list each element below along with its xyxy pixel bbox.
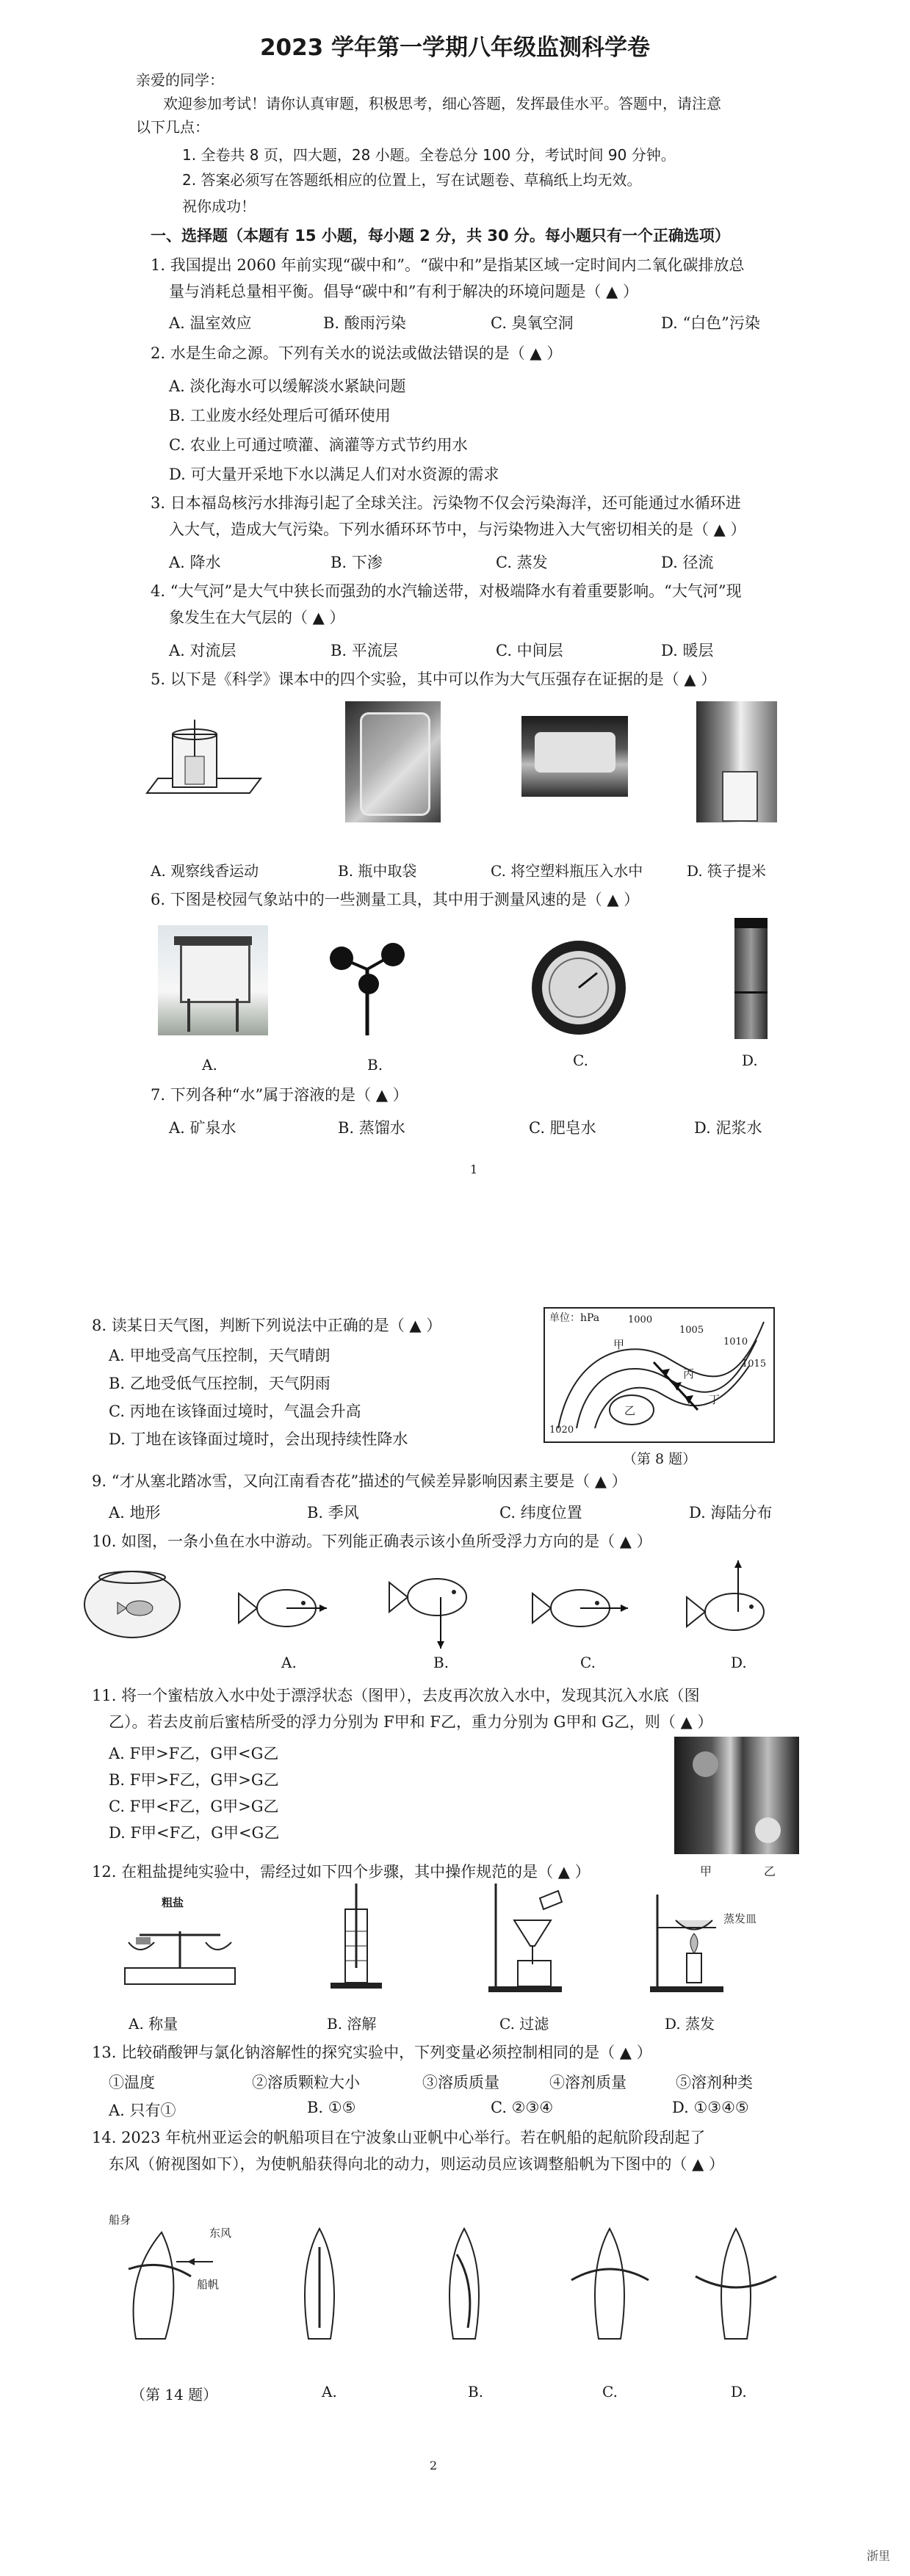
page-gap — [0, 1208, 910, 1248]
q14-label-hull: 船身 — [109, 2213, 131, 2226]
q8-isobar-1010: 1010 — [723, 1336, 748, 1347]
q10-fish-c — [529, 1568, 632, 1649]
q10-option-c[interactable]: C. — [580, 1654, 596, 1671]
q6-figure-barometer — [527, 936, 630, 1039]
q11-label-jia: 甲 — [700, 1864, 712, 1878]
q10-option-d[interactable]: D. — [731, 1654, 747, 1671]
q4-line-2: 象发生在大气层的（ ▲ ） — [169, 609, 345, 626]
q3-option-c[interactable]: C. 蒸发 — [496, 554, 548, 571]
q6-option-d[interactable]: D. — [742, 1052, 758, 1069]
exam-page-1 — [0, 0, 910, 1208]
q14-label-sail: 船帆 — [197, 2278, 220, 2291]
note-2: 2. 答案必须写在答题纸相应的位置上，写在试题卷、草稿纸上均无效。 — [182, 171, 642, 189]
q7-option-c[interactable]: C. 肥皂水 — [529, 1119, 596, 1137]
q6-photo-rain-gauge — [734, 918, 768, 1039]
q1-option-c[interactable]: C. 臭氧空洞 — [491, 314, 574, 332]
q11-line-1: 11. 将一个蜜桔放入水中处于漂浮状态（图甲），去皮再次放入水中，发现其沉入水底（图 — [92, 1687, 700, 1704]
q13-line-1: 13. 比较硝酸钾与氯化钠溶解性的探究实验中，下列变量必须控制相同的是（ ▲ ） — [92, 2044, 652, 2061]
q5-option-c[interactable]: C. 将空塑料瓶压入水中 — [491, 862, 643, 880]
exam-title: 2023 学年第一学期八年级监测科学卷 — [259, 35, 651, 61]
q4-option-c[interactable]: C. 中间层 — [496, 642, 563, 659]
q10-stem: 10. 如图，一条小鱼在水中游动。下列能正确表示该小鱼所受浮力方向的是（ ▲ ） — [92, 1533, 652, 1550]
q2-stem: 2. 水是生命之源。下列有关水的说法或做法错误的是（ ▲ ） — [151, 344, 563, 362]
page-number-1: 1 — [470, 1162, 478, 1176]
q1-option-d[interactable]: D. “白色”污染 — [661, 314, 760, 332]
q5-figure-incense — [140, 705, 264, 815]
q5-photo-bottle-bag — [345, 701, 441, 822]
q11-photo-tangerines — [674, 1737, 799, 1854]
q8-option-d[interactable]: D. 丁地在该锋面过境时，会出现持续性降水 — [109, 1430, 408, 1448]
q8-isobar-1015: 1015 — [742, 1358, 767, 1370]
q14-sail-b — [435, 2225, 494, 2342]
q8-isobar-1020: 1020 — [549, 1425, 574, 1436]
q13-factor-4: ④溶剂质量 — [549, 2074, 626, 2091]
watermark: 浙里 — [867, 2549, 891, 2563]
q9-option-a[interactable]: A. 地形 — [109, 1504, 161, 1522]
q14-option-c[interactable]: C. — [602, 2383, 618, 2400]
q2-option-a[interactable]: A. 淡化海水可以缓解淡水紧缺问题 — [169, 377, 406, 395]
note-1: 1. 全卷共 8 页，四大题，28 小题。全卷总分 100 分，考试时间 90 分钟。 — [182, 146, 676, 164]
q4-line-1: 4. “大气河”是大气中狭长而强劲的水汽输送带，对极端降水有着重要影响。“大气河”现 — [151, 582, 742, 600]
q14-option-d[interactable]: D. — [731, 2383, 747, 2400]
q6-option-c[interactable]: C. — [573, 1052, 588, 1069]
q14-label-wind: 东风 — [209, 2226, 232, 2240]
q8-place-bing: 丙 — [683, 1367, 695, 1381]
q3-option-a[interactable]: A. 降水 — [169, 554, 221, 571]
q8-place-yi: 乙 — [624, 1404, 636, 1417]
section-1-heading: 一、选择题（本题有 15 小题，每小题 2 分，共 30 分。每小题只有一个正确选项） — [151, 227, 730, 245]
q5-option-b[interactable]: B. 瓶中取袋 — [338, 862, 417, 880]
q9-option-b[interactable]: B. 季风 — [307, 1504, 359, 1522]
exam-page-2 — [0, 1248, 910, 2576]
q13-option-b[interactable]: B. ①⑤ — [307, 2099, 356, 2116]
q4-option-b[interactable]: B. 平流层 — [331, 642, 398, 659]
q3-line-1: 3. 日本福岛核污水排海引起了全球关注。污染物不仅会污染海洋，还可能通过水循环进 — [151, 494, 741, 512]
q8-place-jia: 甲 — [613, 1338, 625, 1351]
q10-option-b[interactable]: B. — [433, 1654, 449, 1671]
q8-option-a[interactable]: A. 甲地受高气压控制，天气晴朗 — [109, 1347, 331, 1364]
q8-place-ding: 丁 — [709, 1393, 721, 1406]
q8-option-c[interactable]: C. 丙地在该锋面过境时，气温会升高 — [109, 1403, 361, 1420]
q9-option-d[interactable]: D. 海陆分布 — [689, 1504, 773, 1522]
q10-fish-a — [231, 1568, 334, 1656]
q6-option-b[interactable]: B. — [367, 1056, 383, 1074]
q8-map-caption: （第 8 题） — [623, 1451, 697, 1467]
q14-line-2: 东风（俯视图如下），为使帆船获得向北的动力，则运动员应该调整船帆为下图中的（ ▲ ） — [109, 2155, 724, 2173]
q10-fish-d — [683, 1557, 786, 1652]
page-number-2: 2 — [430, 2459, 438, 2472]
q14-sail-c — [568, 2225, 652, 2342]
q8-map-unit: 单位：hPa — [549, 1312, 600, 1324]
q11-option-a[interactable]: A. F甲>F乙，G甲<G乙 — [109, 1745, 279, 1762]
q6-option-a[interactable]: A. — [202, 1056, 217, 1074]
q6-stem: 6. 下图是校园气象站中的一些测量工具，其中用于测量风速的是（ ▲ ） — [151, 891, 640, 908]
q1-line-1: 1. 我国提出 2060 年前实现“碳中和”。“碳中和”是指某区域一定时间内二氧化碳排放总 — [151, 256, 745, 274]
q13-option-a[interactable]: A. 只有① — [109, 2102, 176, 2119]
q1-option-a[interactable]: A. 温室效应 — [169, 314, 252, 332]
q2-option-d[interactable]: D. 可大量开采地下水以满足人们对水资源的需求 — [169, 466, 499, 483]
q14-sail-a — [290, 2225, 349, 2342]
q7-stem: 7. 下列各种“水”属于溶液的是（ ▲ ） — [151, 1086, 408, 1104]
q13-option-c[interactable]: C. ②③④ — [491, 2099, 554, 2116]
q8-isobar-1005: 1005 — [679, 1325, 704, 1336]
q13-factor-1: ①温度 — [109, 2074, 155, 2091]
q10-figure-fishbowl — [81, 1564, 184, 1641]
q11-option-c[interactable]: C. F甲<F乙，G甲>G乙 — [109, 1798, 279, 1815]
intro-line-1: 欢迎参加考试！请你认真审题，积极思考，细心答题，发挥最佳水平。答题中，请注意 — [163, 95, 721, 112]
q11-line-2: 乙）。若去皮前后蜜桔所受的浮力分别为 F甲和 F乙，重力分别为 G甲和 G乙，则（ ▲ ） — [109, 1713, 713, 1731]
q13-factor-3: ③溶质质量 — [422, 2074, 499, 2091]
q3-line-2: 入大气，造成大气污染。下列水循环环节中，与污染物进入大气密切相关的是（ ▲ ） — [169, 521, 746, 538]
q8-option-b[interactable]: B. 乙地受低气压控制，天气阴雨 — [109, 1375, 331, 1392]
q12-figure-balance — [118, 1909, 242, 1990]
q4-option-a[interactable]: A. 对流层 — [169, 642, 236, 659]
note-3: 祝你成功！ — [182, 198, 256, 215]
q7-option-b[interactable]: B. 蒸馏水 — [338, 1119, 405, 1137]
q4-option-d[interactable]: D. 暖层 — [661, 642, 714, 659]
q9-option-c[interactable]: C. 纬度位置 — [499, 1504, 582, 1522]
q2-option-c[interactable]: C. 农业上可通过喷灌、滴灌等方式节约用水 — [169, 436, 468, 454]
q8-stem: 8. 读某日天气图，判断下列说法中正确的是（ ▲ ） — [92, 1317, 442, 1334]
q13-option-d[interactable]: D. ①③④⑤ — [672, 2099, 749, 2116]
q12-option-c[interactable]: C. 过滤 — [499, 2015, 549, 2033]
q14-option-a[interactable]: A. — [322, 2383, 337, 2400]
q12-option-b[interactable]: B. 溶解 — [327, 2015, 377, 2033]
q8-weather-map — [544, 1307, 775, 1443]
q12-figure-evaporate — [646, 1891, 727, 1994]
q10-fish-b — [382, 1560, 485, 1652]
q3-option-d[interactable]: D. 径流 — [661, 554, 714, 571]
q9-stem: 9. “才从塞北踏冰雪，又向江南看杏花”描述的气候差异影响因素主要是（ ▲ ） — [92, 1472, 627, 1490]
q6-figure-anemometer — [323, 929, 411, 1039]
q14-sail-d — [692, 2225, 780, 2342]
q12-option-d[interactable]: D. 蒸发 — [665, 2015, 715, 2033]
q12-label-salt: 粗盐 — [162, 1896, 184, 1909]
q11-option-d[interactable]: D. F甲<F乙，G甲<G乙 — [109, 1824, 280, 1842]
q12-label-dish: 蒸发皿 — [723, 1912, 757, 1925]
q14-figure-boat-wind — [110, 2218, 264, 2346]
q7-option-a[interactable]: A. 矿泉水 — [169, 1119, 236, 1137]
q5-stem: 5. 以下是《科学》课本中的四个实验，其中可以作为大气压强存在证据的是（ ▲ ） — [151, 670, 717, 688]
q10-option-a[interactable]: A. — [281, 1654, 297, 1671]
greeting: 亲爱的同学： — [136, 71, 224, 89]
q12-option-a[interactable]: A. 称量 — [129, 2015, 178, 2033]
q14-option-b[interactable]: B. — [468, 2383, 484, 2400]
q5-option-a[interactable]: A. 观察线香运动 — [151, 862, 259, 880]
q3-option-b[interactable]: B. 下渗 — [331, 554, 383, 571]
intro-line-2: 以下几点： — [136, 118, 209, 136]
q5-photo-chopsticks-rice — [696, 701, 777, 822]
q6-photo-instrument-shelter — [158, 925, 268, 1035]
q8-isobar-1000: 1000 — [628, 1314, 653, 1325]
q1-line-2: 量与消耗总量相平衡。倡导“碳中和”有利于解决的环境问题是（ ▲ ） — [169, 283, 638, 300]
q14-line-1: 14. 2023 年杭州亚运会的帆船项目在宁波象山亚帆中心举行。若在帆船的起航阶段刮起了 — [92, 2129, 706, 2146]
q5-photo-bottle-water — [521, 716, 628, 797]
q2-option-b[interactable]: B. 工业废水经处理后可循环使用 — [169, 407, 391, 424]
q11-option-b[interactable]: B. F甲>F乙，G甲>G乙 — [109, 1771, 279, 1789]
q13-factor-5: ⑤溶剂种类 — [676, 2074, 753, 2091]
q12-stem: 12. 在粗盐提纯实验中，需经过如下四个步骤，其中操作规范的是（ ▲ ） — [92, 1863, 591, 1881]
q7-option-d[interactable]: D. 泥浆水 — [694, 1119, 762, 1137]
q5-option-d[interactable]: D. 筷子提米 — [687, 862, 767, 880]
q12-figure-filter — [485, 1880, 566, 1994]
q13-factor-2: ②溶质颗粒大小 — [252, 2074, 360, 2091]
q12-figure-dissolve — [323, 1880, 389, 1994]
q14-figure-caption: （第 14 题） — [131, 2386, 218, 2403]
q1-option-b[interactable]: B. 酸雨污染 — [323, 314, 406, 332]
q11-label-yi: 乙 — [764, 1864, 776, 1878]
